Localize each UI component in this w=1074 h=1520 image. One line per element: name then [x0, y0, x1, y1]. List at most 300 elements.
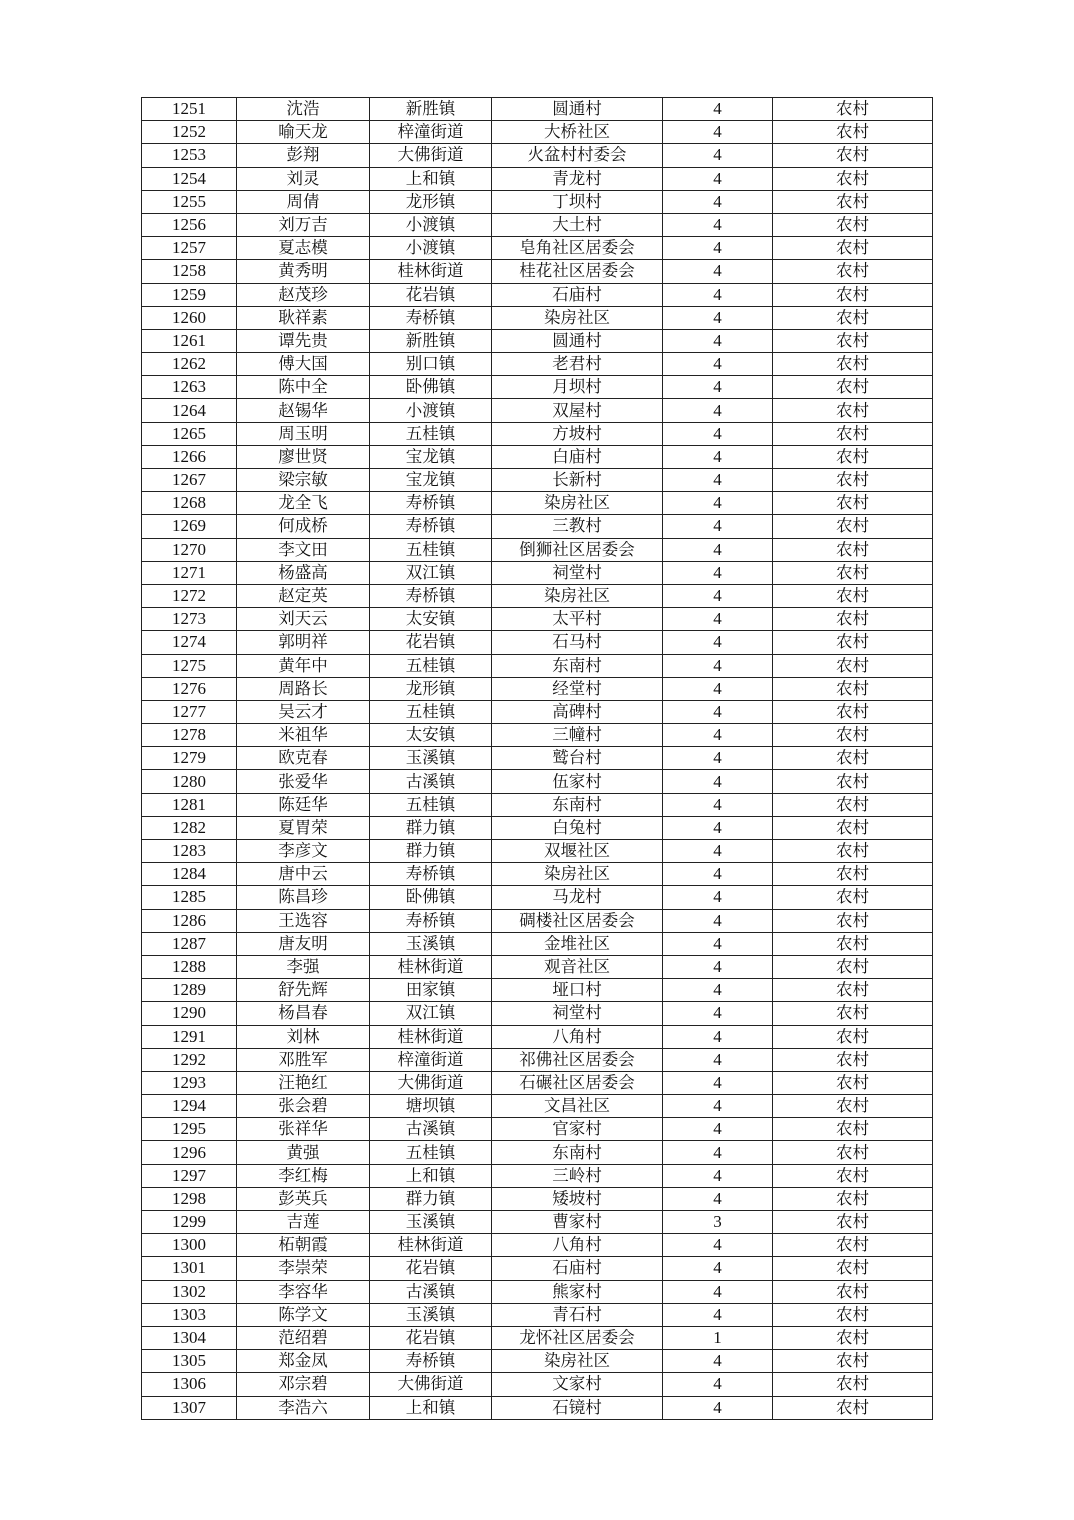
cell-town: 桂林街道: [370, 1025, 492, 1048]
cell-category: 农村: [773, 863, 933, 886]
table-row: [142, 1002, 933, 1025]
cell-village: 双堰社区: [492, 840, 663, 863]
cell-number: 1265: [142, 422, 237, 445]
cell-name: 王选容: [237, 909, 370, 932]
cell-category: 农村: [773, 700, 933, 723]
cell-town: 五桂镇: [370, 538, 492, 561]
cell-category: 农村: [773, 608, 933, 631]
cell-number: 1254: [142, 167, 237, 190]
cell-village: 祠堂村: [492, 1002, 663, 1025]
cell-name: 周玉明: [237, 422, 370, 445]
cell-number: 1287: [142, 932, 237, 955]
cell-name: 李崇荣: [237, 1257, 370, 1280]
cell-name: 刘天云: [237, 608, 370, 631]
cell-category: 农村: [773, 677, 933, 700]
cell-town: 五桂镇: [370, 654, 492, 677]
table-row: [142, 1280, 933, 1303]
cell-count: 4: [663, 631, 773, 654]
cell-count: 4: [663, 492, 773, 515]
cell-category: 农村: [773, 445, 933, 468]
cell-name: 彭英兵: [237, 1187, 370, 1210]
cell-number: 1294: [142, 1095, 237, 1118]
cell-number: 1256: [142, 213, 237, 236]
table-row: [142, 538, 933, 561]
cell-village: 大土村: [492, 213, 663, 236]
cell-count: 4: [663, 144, 773, 167]
cell-town: 上和镇: [370, 1164, 492, 1187]
cell-village: 月坝村: [492, 376, 663, 399]
table-row: [142, 144, 933, 167]
cell-number: 1258: [142, 260, 237, 283]
cell-category: 农村: [773, 283, 933, 306]
cell-number: 1280: [142, 770, 237, 793]
cell-town: 田家镇: [370, 979, 492, 1002]
table-row: [142, 608, 933, 631]
cell-category: 农村: [773, 260, 933, 283]
cell-name: 米祖华: [237, 724, 370, 747]
cell-category: 农村: [773, 515, 933, 538]
cell-town: 新胜镇: [370, 329, 492, 352]
cell-town: 梓潼街道: [370, 1048, 492, 1071]
cell-category: 农村: [773, 840, 933, 863]
cell-count: 4: [663, 515, 773, 538]
cell-town: 寿桥镇: [370, 306, 492, 329]
cell-name: 何成桥: [237, 515, 370, 538]
table-row: [142, 654, 933, 677]
cell-number: 1274: [142, 631, 237, 654]
cell-category: 农村: [773, 376, 933, 399]
table-row: [142, 213, 933, 236]
cell-town: 寿桥镇: [370, 584, 492, 607]
cell-count: 4: [663, 1187, 773, 1210]
table-row: [142, 793, 933, 816]
cell-town: 卧佛镇: [370, 886, 492, 909]
table-row: [142, 979, 933, 1002]
cell-village: 染房社区: [492, 306, 663, 329]
cell-name: 夏胃荣: [237, 816, 370, 839]
cell-village: 东南村: [492, 793, 663, 816]
cell-name: 吉莲: [237, 1211, 370, 1234]
cell-category: 农村: [773, 886, 933, 909]
records-table: [141, 97, 933, 1420]
cell-village: 双屋村: [492, 399, 663, 422]
cell-village: 八角村: [492, 1025, 663, 1048]
table-row: [142, 1303, 933, 1326]
cell-category: 农村: [773, 399, 933, 422]
cell-village: 碉楼社区居委会: [492, 909, 663, 932]
cell-town: 大佛街道: [370, 1373, 492, 1396]
cell-town: 群力镇: [370, 1187, 492, 1210]
cell-number: 1260: [142, 306, 237, 329]
cell-count: 4: [663, 353, 773, 376]
cell-count: 4: [663, 1118, 773, 1141]
cell-category: 农村: [773, 1234, 933, 1257]
cell-number: 1268: [142, 492, 237, 515]
cell-village: 青石村: [492, 1303, 663, 1326]
cell-number: 1270: [142, 538, 237, 561]
cell-village: 皂角社区居委会: [492, 237, 663, 260]
cell-number: 1273: [142, 608, 237, 631]
cell-category: 农村: [773, 213, 933, 236]
cell-category: 农村: [773, 631, 933, 654]
records-table-body: [142, 98, 933, 1420]
cell-town: 五桂镇: [370, 700, 492, 723]
cell-village: 三教村: [492, 515, 663, 538]
cell-count: 4: [663, 654, 773, 677]
cell-village: 经堂村: [492, 677, 663, 700]
cell-village: 高碑村: [492, 700, 663, 723]
cell-count: 4: [663, 260, 773, 283]
cell-town: 塘坝镇: [370, 1095, 492, 1118]
table-row: [142, 121, 933, 144]
table-row: [142, 376, 933, 399]
cell-village: 染房社区: [492, 492, 663, 515]
cell-number: 1307: [142, 1396, 237, 1419]
table-row: [142, 1234, 933, 1257]
cell-name: 梁宗敏: [237, 469, 370, 492]
cell-name: 郑金凤: [237, 1350, 370, 1373]
cell-category: 农村: [773, 793, 933, 816]
table-row: [142, 329, 933, 352]
cell-name: 谭先贵: [237, 329, 370, 352]
cell-category: 农村: [773, 1303, 933, 1326]
cell-category: 农村: [773, 1025, 933, 1048]
table-row: [142, 1071, 933, 1094]
cell-number: 1306: [142, 1373, 237, 1396]
cell-count: 4: [663, 1071, 773, 1094]
table-row: [142, 1373, 933, 1396]
cell-town: 宝龙镇: [370, 445, 492, 468]
table-row: [142, 1118, 933, 1141]
cell-village: 马龙村: [492, 886, 663, 909]
cell-category: 农村: [773, 654, 933, 677]
cell-category: 农村: [773, 1002, 933, 1025]
cell-category: 农村: [773, 724, 933, 747]
cell-count: 4: [663, 283, 773, 306]
table-row: [142, 1396, 933, 1419]
cell-category: 农村: [773, 909, 933, 932]
cell-count: 4: [663, 1350, 773, 1373]
cell-category: 农村: [773, 329, 933, 352]
table-row: [142, 886, 933, 909]
cell-village: 矮坡村: [492, 1187, 663, 1210]
cell-town: 五桂镇: [370, 793, 492, 816]
cell-town: 双江镇: [370, 1002, 492, 1025]
cell-number: 1295: [142, 1118, 237, 1141]
cell-village: 石镜村: [492, 1396, 663, 1419]
cell-name: 陈昌珍: [237, 886, 370, 909]
cell-count: 4: [663, 584, 773, 607]
cell-category: 农村: [773, 1396, 933, 1419]
cell-number: 1263: [142, 376, 237, 399]
cell-name: 喻天龙: [237, 121, 370, 144]
cell-count: 4: [663, 561, 773, 584]
cell-category: 农村: [773, 1141, 933, 1164]
cell-number: 1252: [142, 121, 237, 144]
cell-number: 1251: [142, 98, 237, 121]
table-row: [142, 237, 933, 260]
cell-count: 4: [663, 840, 773, 863]
cell-category: 农村: [773, 538, 933, 561]
cell-count: 4: [663, 793, 773, 816]
cell-town: 五桂镇: [370, 422, 492, 445]
cell-village: 太平村: [492, 608, 663, 631]
table-row: [142, 816, 933, 839]
cell-village: 青龙村: [492, 167, 663, 190]
cell-count: 4: [663, 886, 773, 909]
cell-town: 玉溪镇: [370, 1211, 492, 1234]
cell-count: 4: [663, 979, 773, 1002]
cell-town: 桂林街道: [370, 260, 492, 283]
cell-town: 小渡镇: [370, 213, 492, 236]
cell-village: 老君村: [492, 353, 663, 376]
cell-village: 东南村: [492, 1141, 663, 1164]
cell-village: 圆通村: [492, 98, 663, 121]
cell-town: 群力镇: [370, 840, 492, 863]
cell-number: 1271: [142, 561, 237, 584]
cell-category: 农村: [773, 469, 933, 492]
cell-town: 太安镇: [370, 608, 492, 631]
cell-name: 李文田: [237, 538, 370, 561]
cell-number: 1296: [142, 1141, 237, 1164]
cell-name: 杨盛高: [237, 561, 370, 584]
cell-number: 1290: [142, 1002, 237, 1025]
cell-village: 方坡村: [492, 422, 663, 445]
cell-village: 火盆村村委会: [492, 144, 663, 167]
cell-count: 4: [663, 376, 773, 399]
cell-village: 祠堂村: [492, 561, 663, 584]
cell-count: 4: [663, 1002, 773, 1025]
cell-village: 金堆社区: [492, 932, 663, 955]
cell-number: 1293: [142, 1071, 237, 1094]
table-row: [142, 1326, 933, 1349]
cell-number: 1259: [142, 283, 237, 306]
cell-count: 4: [663, 932, 773, 955]
table-row: [142, 1187, 933, 1210]
cell-village: 白兔村: [492, 816, 663, 839]
table-row: [142, 724, 933, 747]
cell-village: 东南村: [492, 654, 663, 677]
cell-count: 4: [663, 700, 773, 723]
cell-name: 耿祥素: [237, 306, 370, 329]
cell-village: 伍家村: [492, 770, 663, 793]
cell-town: 花岩镇: [370, 631, 492, 654]
cell-count: 4: [663, 608, 773, 631]
cell-town: 玉溪镇: [370, 1303, 492, 1326]
cell-name: 赵锡华: [237, 399, 370, 422]
cell-number: 1283: [142, 840, 237, 863]
cell-number: 1272: [142, 584, 237, 607]
cell-name: 邓宗碧: [237, 1373, 370, 1396]
cell-category: 农村: [773, 770, 933, 793]
cell-town: 寿桥镇: [370, 492, 492, 515]
table-row: [142, 955, 933, 978]
table-row: [142, 260, 933, 283]
cell-category: 农村: [773, 1071, 933, 1094]
cell-category: 农村: [773, 1187, 933, 1210]
cell-town: 大佛街道: [370, 144, 492, 167]
cell-name: 邓胜军: [237, 1048, 370, 1071]
cell-count: 1: [663, 1326, 773, 1349]
cell-number: 1264: [142, 399, 237, 422]
cell-number: 1261: [142, 329, 237, 352]
cell-name: 范绍碧: [237, 1326, 370, 1349]
table-row: [142, 700, 933, 723]
table-row: [142, 631, 933, 654]
table-row: [142, 909, 933, 932]
cell-name: 吴云才: [237, 700, 370, 723]
cell-category: 农村: [773, 955, 933, 978]
cell-category: 农村: [773, 167, 933, 190]
cell-category: 农村: [773, 561, 933, 584]
cell-count: 4: [663, 1048, 773, 1071]
cell-village: 石马村: [492, 631, 663, 654]
cell-count: 4: [663, 399, 773, 422]
cell-number: 1275: [142, 654, 237, 677]
cell-name: 唐中云: [237, 863, 370, 886]
cell-town: 龙形镇: [370, 190, 492, 213]
cell-number: 1303: [142, 1303, 237, 1326]
cell-count: 4: [663, 213, 773, 236]
cell-name: 周路长: [237, 677, 370, 700]
cell-number: 1289: [142, 979, 237, 1002]
cell-town: 宝龙镇: [370, 469, 492, 492]
cell-name: 彭翔: [237, 144, 370, 167]
cell-category: 农村: [773, 190, 933, 213]
cell-count: 4: [663, 1164, 773, 1187]
cell-number: 1276: [142, 677, 237, 700]
cell-count: 4: [663, 1234, 773, 1257]
cell-number: 1278: [142, 724, 237, 747]
cell-name: 陈廷华: [237, 793, 370, 816]
table-row: [142, 190, 933, 213]
cell-category: 农村: [773, 353, 933, 376]
cell-town: 古溪镇: [370, 1280, 492, 1303]
cell-town: 太安镇: [370, 724, 492, 747]
cell-category: 农村: [773, 98, 933, 121]
cell-town: 新胜镇: [370, 98, 492, 121]
cell-town: 古溪镇: [370, 1118, 492, 1141]
table-row: [142, 1048, 933, 1071]
cell-name: 张祥华: [237, 1118, 370, 1141]
cell-category: 农村: [773, 932, 933, 955]
table-row: [142, 469, 933, 492]
cell-category: 农村: [773, 584, 933, 607]
cell-town: 上和镇: [370, 1396, 492, 1419]
cell-count: 4: [663, 1095, 773, 1118]
cell-village: 曹家村: [492, 1211, 663, 1234]
cell-number: 1255: [142, 190, 237, 213]
cell-town: 寿桥镇: [370, 1350, 492, 1373]
cell-count: 3: [663, 1211, 773, 1234]
cell-category: 农村: [773, 121, 933, 144]
table-row: [142, 932, 933, 955]
cell-number: 1257: [142, 237, 237, 260]
cell-town: 花岩镇: [370, 1257, 492, 1280]
cell-name: 陈中全: [237, 376, 370, 399]
cell-count: 4: [663, 770, 773, 793]
cell-number: 1305: [142, 1350, 237, 1373]
cell-count: 4: [663, 955, 773, 978]
cell-village: 文家村: [492, 1373, 663, 1396]
cell-count: 4: [663, 538, 773, 561]
cell-number: 1300: [142, 1234, 237, 1257]
cell-number: 1304: [142, 1326, 237, 1349]
cell-town: 玉溪镇: [370, 747, 492, 770]
cell-village: 染房社区: [492, 584, 663, 607]
cell-name: 刘万吉: [237, 213, 370, 236]
table-row: [142, 584, 933, 607]
cell-village: 长新村: [492, 469, 663, 492]
cell-category: 农村: [773, 237, 933, 260]
table-row: [142, 306, 933, 329]
cell-town: 五桂镇: [370, 1141, 492, 1164]
cell-name: 李红梅: [237, 1164, 370, 1187]
cell-category: 农村: [773, 1350, 933, 1373]
cell-category: 农村: [773, 747, 933, 770]
cell-town: 小渡镇: [370, 399, 492, 422]
cell-number: 1279: [142, 747, 237, 770]
cell-count: 4: [663, 1257, 773, 1280]
cell-name: 周倩: [237, 190, 370, 213]
cell-name: 舒先辉: [237, 979, 370, 1002]
cell-name: 唐友明: [237, 932, 370, 955]
table-row: [142, 1095, 933, 1118]
cell-village: 染房社区: [492, 863, 663, 886]
cell-village: 白庙村: [492, 445, 663, 468]
cell-town: 寿桥镇: [370, 909, 492, 932]
cell-count: 4: [663, 747, 773, 770]
table-row: [142, 515, 933, 538]
cell-town: 寿桥镇: [370, 515, 492, 538]
cell-town: 古溪镇: [370, 770, 492, 793]
cell-name: 李彦文: [237, 840, 370, 863]
cell-count: 4: [663, 1280, 773, 1303]
cell-count: 4: [663, 422, 773, 445]
cell-village: 石庙村: [492, 1257, 663, 1280]
cell-category: 农村: [773, 1164, 933, 1187]
cell-number: 1286: [142, 909, 237, 932]
table-row: [142, 353, 933, 376]
cell-name: 汪艳红: [237, 1071, 370, 1094]
cell-number: 1253: [142, 144, 237, 167]
cell-village: 官家村: [492, 1118, 663, 1141]
cell-number: 1269: [142, 515, 237, 538]
table-row: [142, 1025, 933, 1048]
cell-name: 张会碧: [237, 1095, 370, 1118]
cell-number: 1301: [142, 1257, 237, 1280]
cell-name: 郭明祥: [237, 631, 370, 654]
cell-village: 鹫台村: [492, 747, 663, 770]
cell-count: 4: [663, 121, 773, 144]
cell-number: 1267: [142, 469, 237, 492]
cell-count: 4: [663, 445, 773, 468]
cell-town: 大佛街道: [370, 1071, 492, 1094]
cell-category: 农村: [773, 1373, 933, 1396]
cell-count: 4: [663, 306, 773, 329]
cell-town: 小渡镇: [370, 237, 492, 260]
cell-count: 4: [663, 1141, 773, 1164]
cell-village: 观音社区: [492, 955, 663, 978]
cell-category: 农村: [773, 306, 933, 329]
cell-town: 桂林街道: [370, 955, 492, 978]
cell-village: 三岭村: [492, 1164, 663, 1187]
cell-category: 农村: [773, 1257, 933, 1280]
cell-village: 八角村: [492, 1234, 663, 1257]
table-row: [142, 492, 933, 515]
cell-count: 4: [663, 190, 773, 213]
cell-number: 1288: [142, 955, 237, 978]
